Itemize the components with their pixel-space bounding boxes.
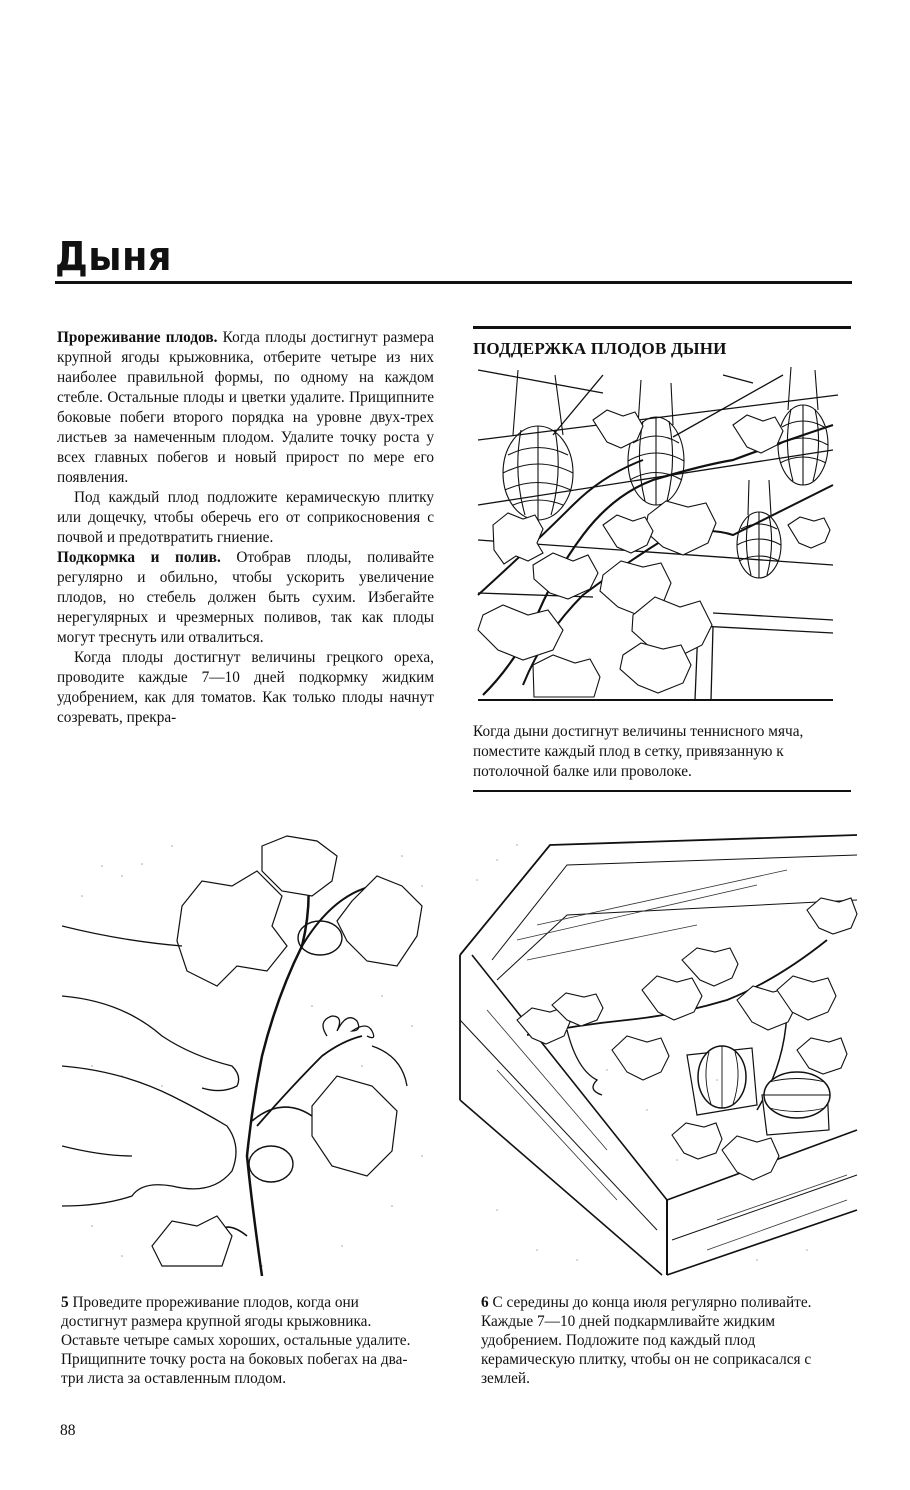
figure-6-number: 6 [481, 1294, 489, 1311]
paragraph-tile: Под каждый плод подложите керамическую плитку или дощечку, чтобы оберечь его от соприкосновения с почвой и предотвратить гниение. [57, 489, 434, 546]
figure-6-caption [481, 1293, 853, 1388]
heading-thinning: Прореживание плодов. [57, 329, 218, 346]
page-title: Дыня [55, 233, 172, 280]
melon-net [778, 367, 828, 485]
paragraph-fertilizer: Когда плоды достигнут величины грецкого ореха, проводите каждые 7—10 дней подкормку жидким удобрением, как для томатов. Как только плоды начнут созревать, прекра- [57, 649, 434, 726]
paragraph-thinning [57, 328, 434, 488]
melon-net-illustration [473, 365, 851, 710]
figure-6-cold-frame-illustration [457, 830, 862, 1280]
sidebar-top-rule [473, 326, 851, 329]
figure-5-caption [61, 1293, 421, 1388]
figure-5-text: Проведите прореживание плодов, когда они достигнут размера крупной ягоды крыжовника. Оставьте четыре самых хороших, остальные удалите. Прищипните точку роста на боковых побегах на два-три листа за оставленным плодом. [61, 1294, 411, 1387]
small-fruit [249, 1146, 293, 1182]
melon-net [503, 370, 573, 520]
figure-6-text: С середины до конца июля регулярно поливайте. Каждые 7—10 дней подкармливайте жидким удобрением. Подложите под каждый плод керамическую плитку, чтобы он не соприкасался с землей. [481, 1294, 812, 1387]
page-number: 88 [60, 1422, 76, 1439]
paragraph-feeding [57, 548, 434, 648]
text-thinning: Когда плоды достигнут размера крупной ягоды крыжовника, отберите четыре из них наиболее правильной формы, по одному на каждом стебле. Остальные плоды и цветки удалите. Прищипните боковые побеги второго порядка на уровне двух-трех листьев за намеченным плодом. Удалите точку роста у всех главных побегов и новый прирост по мере его появления. [57, 329, 434, 486]
sidebar-heading: ПОДДЕРЖКА ПЛОДОВ ДЫНИ [473, 339, 727, 358]
main-text-column [57, 328, 434, 728]
sidebar-box [473, 326, 851, 792]
text-feeding: Отобрав плоды, поливайте регулярно и обильно, чтобы ускорить увеличение плодов, но стебель должен быть сухим. Избегайте нерегулярных и чрезмерных поливов, так как плоды могут треснуть или отвалиться. [57, 549, 434, 646]
figure-5-thinning-illustration [62, 826, 452, 1281]
melon-net [628, 380, 684, 505]
heading-feeding: Подкормка и полив. [57, 549, 221, 566]
sidebar-caption: Когда дыни достигнут величины теннисного мяча, поместите каждый плод в сетку, привязанную к потолочной балке или проволоке. [473, 723, 804, 780]
title-rule [55, 281, 852, 284]
figure-5-number: 5 [61, 1294, 69, 1311]
leaf [177, 871, 287, 986]
sidebar-bottom-rule [473, 790, 851, 792]
